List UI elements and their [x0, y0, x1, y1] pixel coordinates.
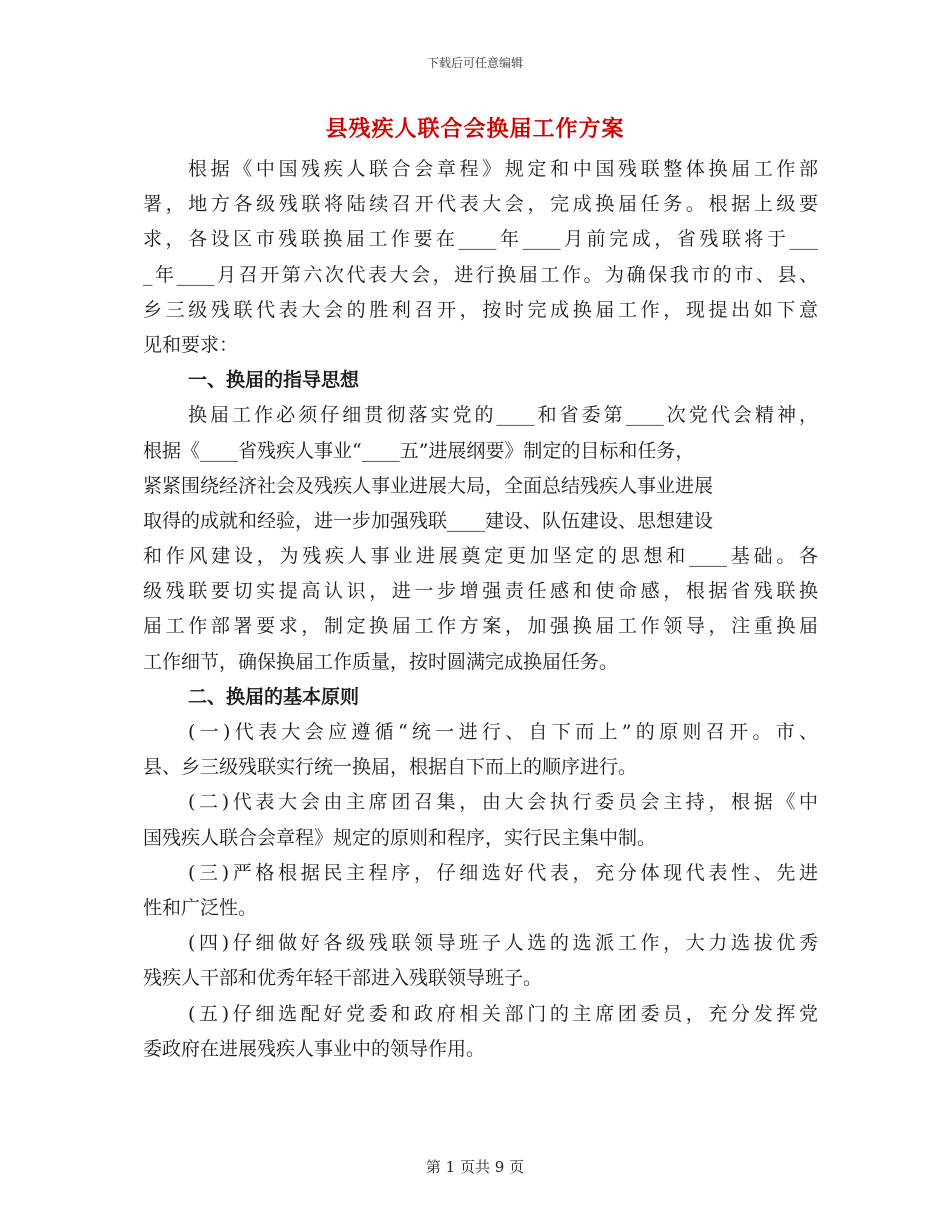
body-text-line: 县、乡三级残联实行统一换届，根据自下而上的顺序进行。 [143, 756, 638, 779]
body-text-line: (三)严格根据民主程序，仔细选好代表，充分体现代表性、先进 [188, 861, 818, 884]
body-text-line: 残疾人干部和优秀年轻干部进入残联领导班子。 [143, 967, 543, 990]
body-text-line: 和作风建设，为残疾人事业进展奠定更加坚定的思想和____基础。各 [143, 545, 818, 568]
body-text-line: (二)代表大会由主席团召集，由大会执行委员会主持，根据《中 [188, 791, 818, 814]
body-text-line: (一)代表大会应遵循“统一进行、自下而上”的原则召开。市、 [188, 721, 818, 743]
body-text-line: 求，各设区市残联换届工作要在____年____月前完成，省残联将于___ [143, 228, 818, 251]
body-text-line: 取得的成就和经验，进一步加强残联____建设、队伍建设、思想建设 [143, 509, 714, 532]
body-text-line: 署，地方各级残联将陆续召开代表大会，完成换届任务。根据上级要 [143, 193, 818, 216]
body-text-line: 根据《____省残疾人事业“____五”进展纲要》制定的目标和任务， [143, 439, 695, 462]
document-title: 县残疾人联合会换届工作方案 [325, 116, 625, 142]
body-text-line: 届工作部署要求，制定换届工作方案，加强换届工作领导，注重换届 [143, 615, 818, 638]
document-body [143, 152, 818, 1067]
body-text-line: 国残疾人联合会章程》规定的原则和程序，实行民主集中制。 [143, 826, 657, 849]
body-text-line: 根据《中国残疾人联合会章程》规定和中国残联整体换届工作部 [188, 158, 818, 180]
body-text-line: 级残联要切实提高认识，进一步增强责任感和使命感，根据省残联换 [143, 580, 818, 603]
body-text-line: 性和广泛性。 [143, 896, 258, 919]
header-note: 下载后可任意编辑 [426, 56, 523, 70]
body-text-line: 委政府在进展残疾人事业中的领导作用。 [143, 1037, 486, 1060]
body-text-line: 工作细节，确保换届工作质量，按时圆满完成换届任务。 [143, 650, 619, 673]
body-text-line: 见和要求： [143, 333, 239, 356]
section-heading: 二、换届的基本原则 [188, 685, 360, 708]
body-text-line: 乡三级残联代表大会的胜利召开，按时完成换届工作，现提出如下意 [143, 298, 818, 321]
body-text-line: _年____月召开第六次代表大会，进行换届工作。为确保我市的市、县、 [143, 263, 818, 286]
body-text-line: 换届工作必须仔细贯彻落实党的____和省委第____次党代会精神， [188, 404, 818, 427]
body-text-line: (四)仔细做好各级残联领导班子人选的选派工作，大力选拔优秀 [188, 932, 818, 955]
body-text-line: 紧紧围绕经济社会及残疾人事业进展大局，全面总结残疾人事业进展 [143, 474, 714, 497]
section-heading: 一、换届的指导思想 [188, 369, 360, 392]
page-footer: 第 1 页共 9 页 [425, 1158, 525, 1176]
body-text-line: (五)仔细选配好党委和政府相关部门的主席团委员，充分发挥党 [188, 1002, 818, 1025]
